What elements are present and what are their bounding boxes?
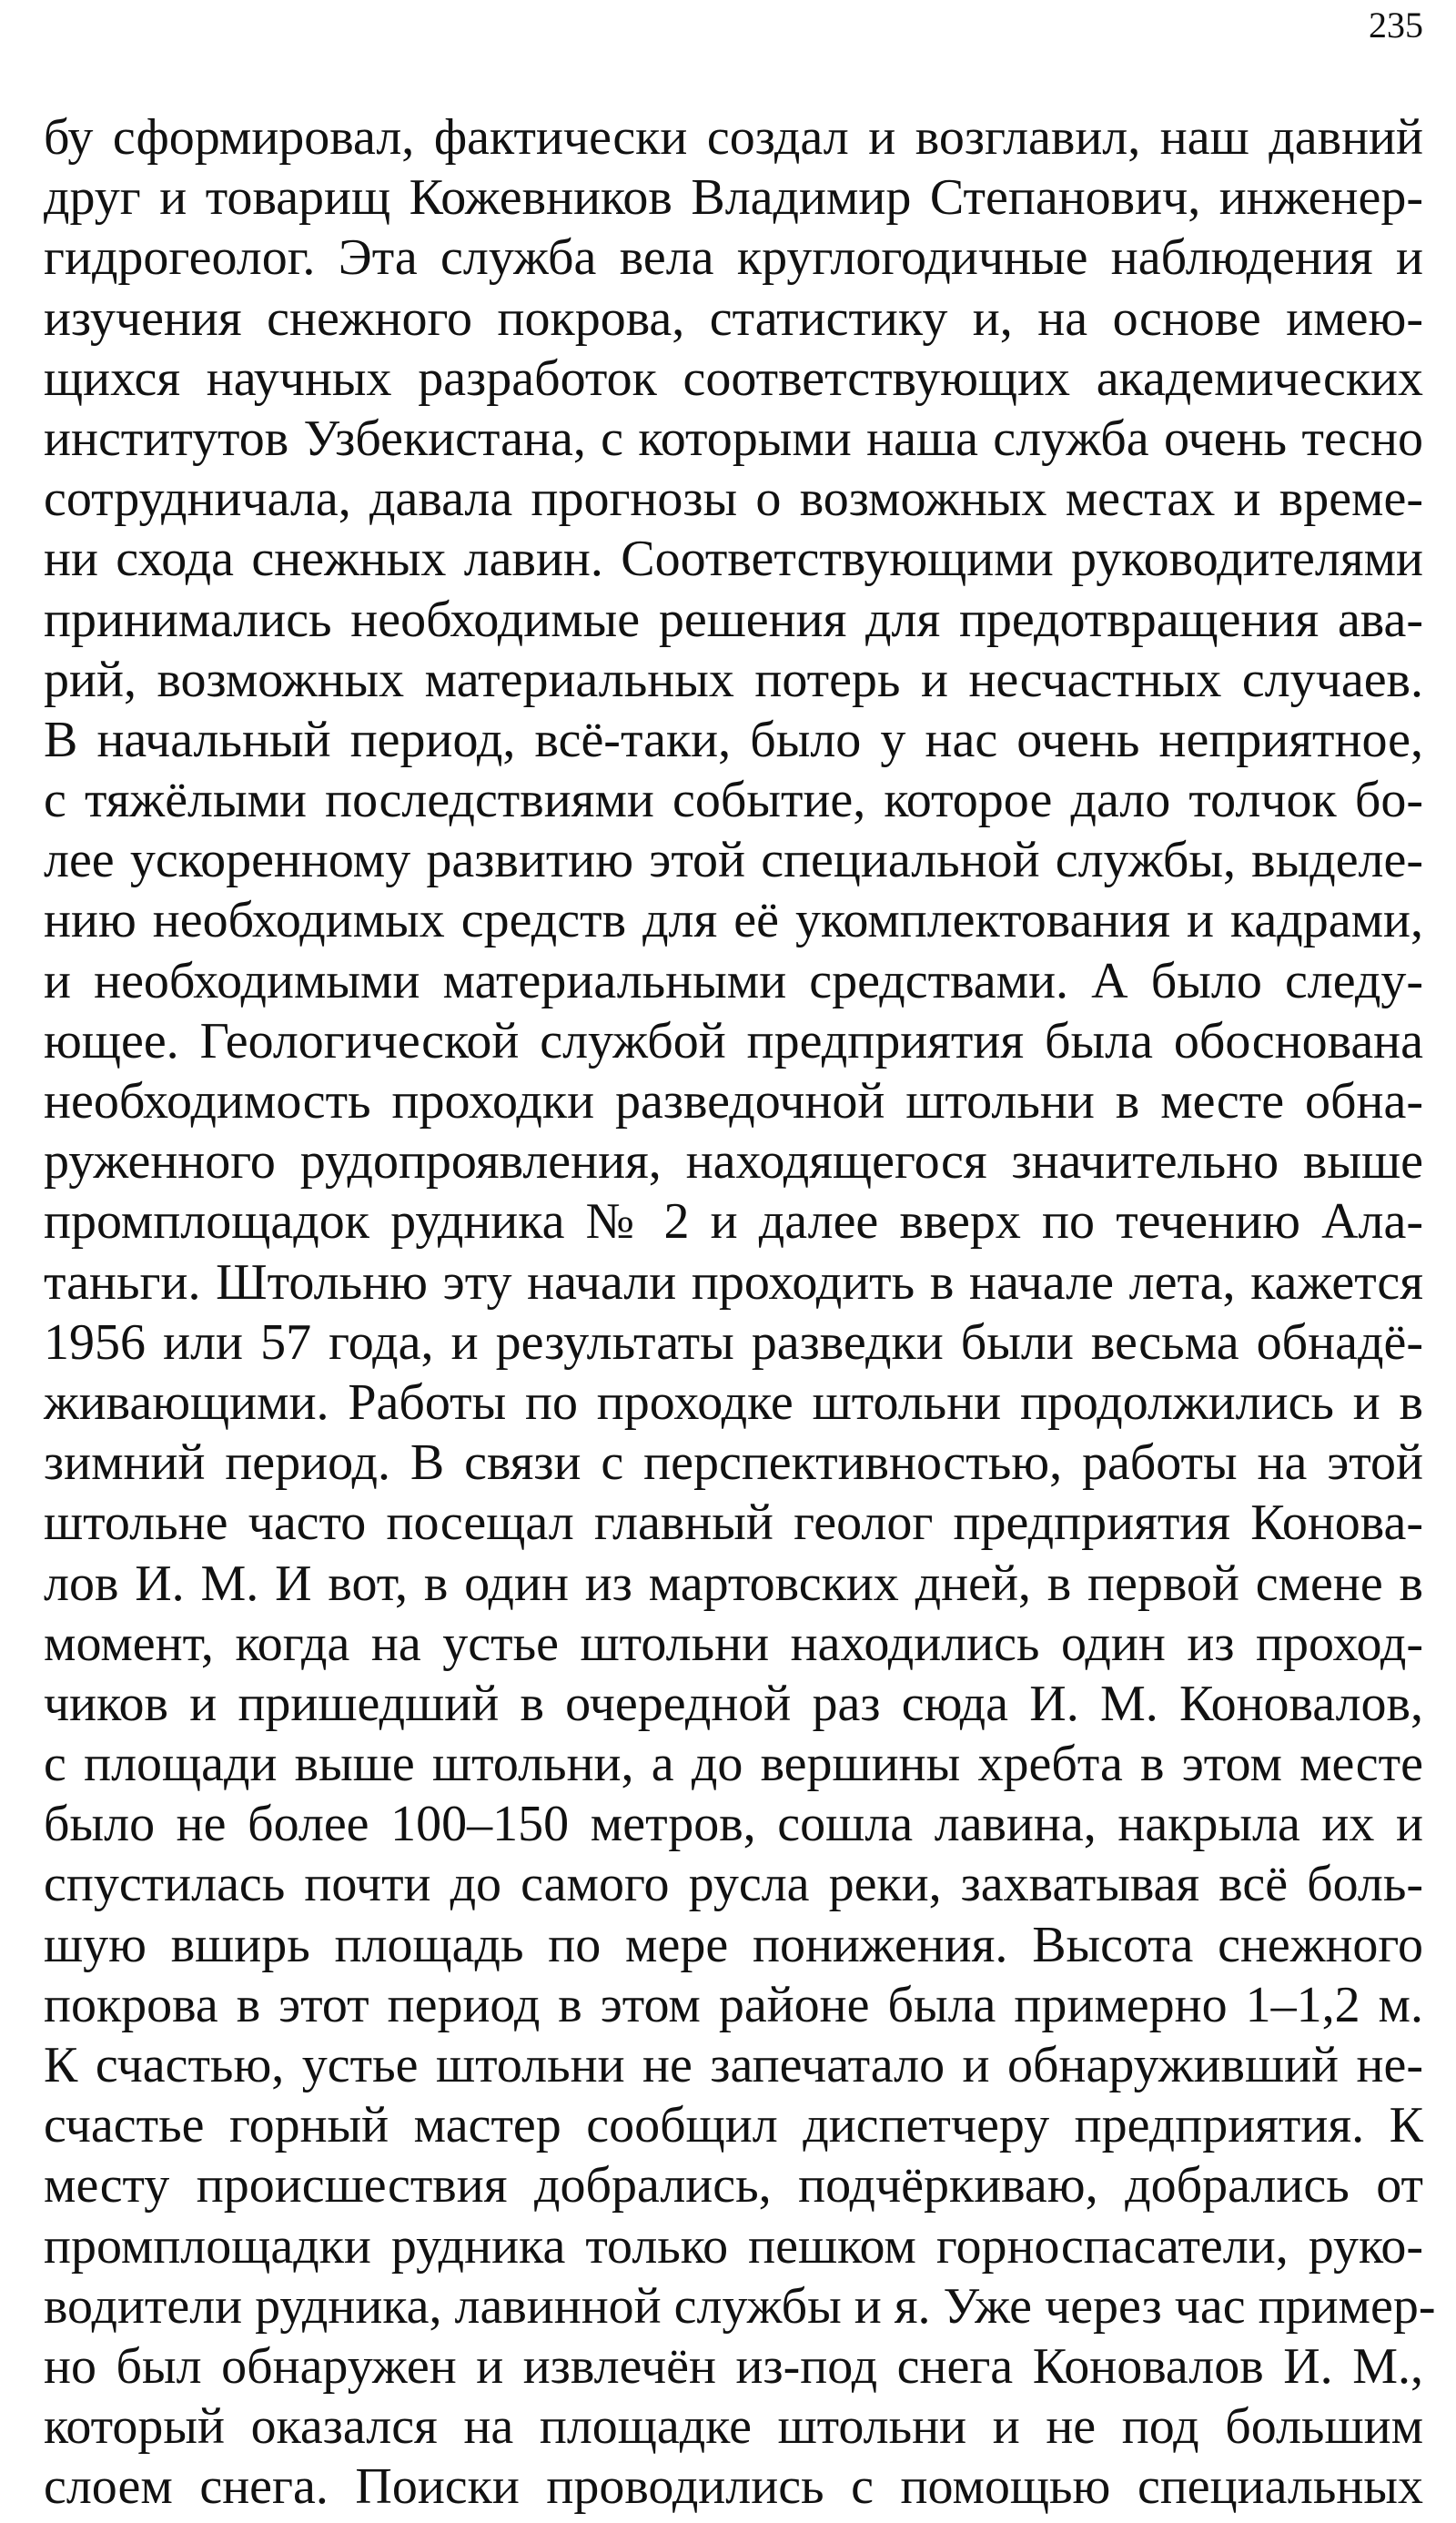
text-line: нию необходимых средств для её укомплектования и кадрами,	[44, 892, 1423, 949]
text-line: который оказался на площадке штольни и не под большим	[44, 2398, 1423, 2456]
text-line: 1956 или 57 года, и результаты разведки были весьма обнадё-	[44, 1313, 1423, 1371]
text-line: промплощадки рудника только пешком горноспасатели, руко-	[44, 2217, 1423, 2275]
text-line: с площади выше штольни, а до вершины хребта в этом месте	[44, 1736, 1423, 1793]
body-text	[44, 107, 1436, 2518]
text-line: щихся научных разработок соответствующих академических	[44, 350, 1423, 407]
text-line: лов И. М. И вот, в один из мартовских дней, в первой смене в	[44, 1555, 1423, 1612]
text-line: зимний период. В связи с перспективностью, работы на этой	[44, 1434, 1423, 1492]
text-line: институтов Узбекистана, с которыми наша служба очень тесно	[44, 410, 1423, 467]
text-line: принимались необходимые решения для предотвращения ава-	[44, 591, 1423, 648]
text-line: шую вширь площадь по мере понижения. Высота снежного	[44, 1916, 1423, 1973]
text-line: гидрогеолог. Эта служба вела круглогодичные наблюдения и	[44, 229, 1423, 287]
text-line: руженного рудопроявления, находящегося значительно выше	[44, 1133, 1423, 1191]
text-line: рий, возможных материальных потерь и несчастных случаев.	[44, 651, 1423, 708]
text-line: штольне часто посещал главный геолог предприятия Конова-	[44, 1495, 1423, 1552]
text-line: и необходимыми материальными средствами. А было следу-	[44, 952, 1423, 1009]
text-line: водители рудника, лавинной службы и я. Уже через час пример-	[44, 2277, 1436, 2335]
page-number: 235	[1369, 5, 1423, 46]
text-line: сотрудничала, давала прогнозы о возможных местах и време-	[44, 471, 1423, 528]
text-line: друг и товарищ Кожевников Владимир Степанович, инженер-	[44, 169, 1423, 227]
text-line: момент, когда на устье штольни находились один из проход-	[44, 1615, 1423, 1672]
text-line: К счастью, устье штольни не запечатало и обнаруживший не-	[44, 2037, 1423, 2093]
text-line: слоем снега. Поиски проводились с помощью специальных	[44, 2458, 1423, 2516]
text-line: лее ускоренному развитию этой специальной службы, выделе-	[44, 832, 1423, 889]
text-line: промплощадок рудника № 2 и далее вверх по течению Ала-	[44, 1193, 1423, 1251]
text-line: ющее. Геологической службой предприятия была обоснована	[44, 1012, 1423, 1069]
text-line: таньги. Штольню эту начали проходить в начале лета, кажется	[44, 1253, 1423, 1311]
text-line: чиков и пришедший в очередной раз сюда И. М. Коновалов,	[44, 1675, 1423, 1732]
text-line: но был обнаружен и извлечён из-под снега Коновалов И. М.,	[44, 2337, 1423, 2395]
text-line: изучения снежного покрова, статистику и, на основе имею-	[44, 289, 1423, 347]
text-line: было не более 100–150 метров, сошла лавина, накрыла их и	[44, 1796, 1423, 1853]
text-line: необходимость проходки разведочной штольни в месте обна-	[44, 1073, 1423, 1130]
text-line: счастье горный мастер сообщил диспетчеру предприятия. К	[44, 2097, 1423, 2154]
text-line: спустилась почти до самого русла реки, захватывая всё боль-	[44, 1856, 1423, 1913]
text-line: покрова в этот период в этом районе была примерно 1–1,2 м.	[44, 1976, 1423, 2033]
text-line: месту происшествия добрались, подчёркиваю, добрались от	[44, 2157, 1423, 2214]
text-line: живающими. Работы по проходке штольни продолжились и в	[44, 1373, 1423, 1431]
text-line: В начальный период, всё-таки, было у нас очень неприятное,	[44, 711, 1423, 768]
text-line: бу сформировал, фактически создал и возглавил, наш давний	[44, 109, 1423, 166]
text-line: ни схода снежных лавин. Соответствующими руководителями	[44, 531, 1423, 588]
text-line: с тяжёлыми последствиями событие, которое дало толчок бо-	[44, 772, 1423, 829]
